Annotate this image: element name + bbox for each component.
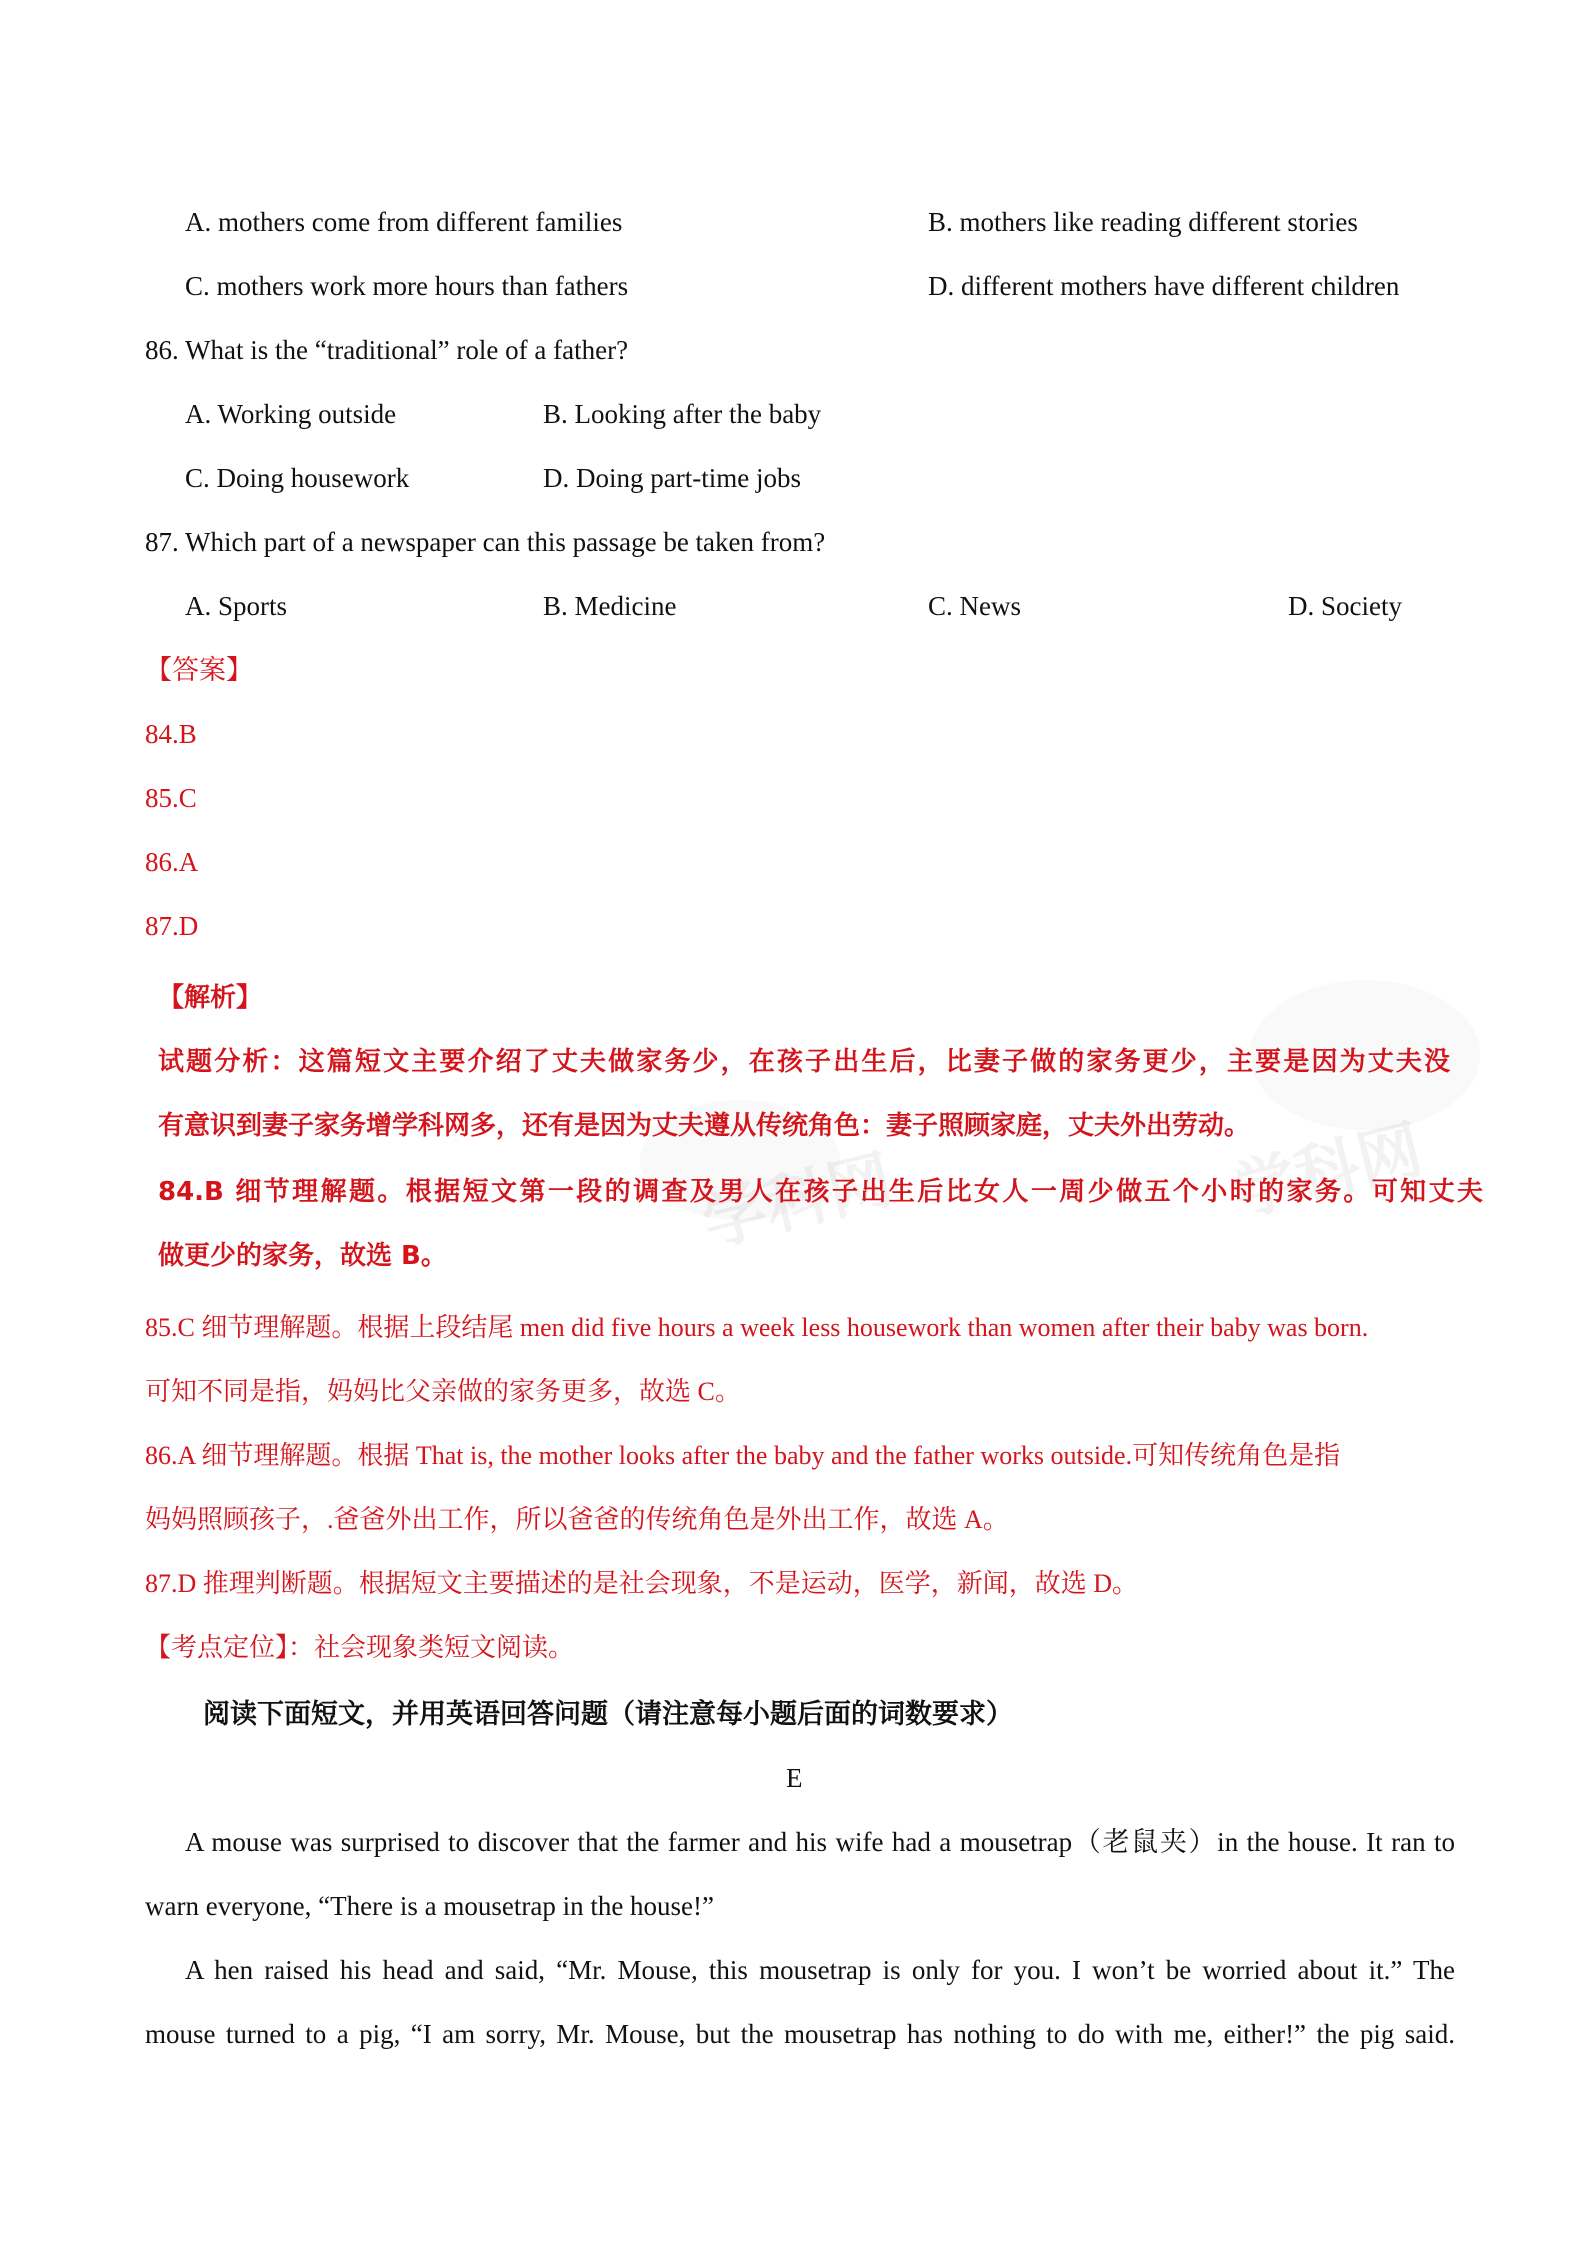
q85-option-c: C. mothers work more hours than fathers xyxy=(185,271,629,301)
analysis-heading: 【解析】 xyxy=(158,983,263,1013)
q87-option-d: D. Society xyxy=(1288,591,1402,621)
answer-item: 84.B xyxy=(145,719,197,749)
analysis-line: 试题分析：这篇短文主要介绍了丈夫做家务少，在孩子出生后，比妻子做的家务更少，主要是因为丈夫没 xyxy=(158,1047,1450,1077)
q86-option-a: A. Working outside xyxy=(185,399,397,429)
q86-option-c: C. Doing housework xyxy=(185,463,410,493)
kaodian-line xyxy=(145,1630,574,1666)
q86-option-b: B. Looking after the baby xyxy=(543,399,822,429)
q87-option-b: B. Medicine xyxy=(543,591,677,621)
kaodian-text: ：社会现象类短文阅读。 xyxy=(288,1633,575,1662)
analysis-line: 87.D 推理判断题。根据短文主要描述的是社会现象，不是运动，医学，新闻，故选 D。 xyxy=(145,1569,1139,1598)
answer-item: 87.D xyxy=(145,911,199,941)
analysis-line: 有意识到妻子家务增学科网多，还有是因为丈夫遵从传统角色：妻子照顾家庭，丈夫外出劳动。 xyxy=(158,1111,1251,1141)
q86-stem: 86. What is the “traditional” role of a father? xyxy=(145,335,629,365)
q87-stem: 87. Which part of a newspaper can this passage be taken from? xyxy=(145,527,826,557)
q87-option-c: C. News xyxy=(928,591,1021,621)
analysis-line: 84.B 细节理解题。根据短文第一段的调查及男人在孩子出生后比女人一周少做五个小时的家务。可知丈夫 xyxy=(158,1177,1483,1207)
passage-line: A hen raised his head and said, “Mr. Mouse, this mousetrap is only for you. I won’t be worried about it.” The xyxy=(185,1955,1455,1985)
watermark: 学科网 xyxy=(1225,1112,1430,1231)
analysis-line: 86.A 细节理解题。根据 That is, the mother looks after the baby and the father works outside.可知传统角色是指 xyxy=(145,1441,1341,1470)
analysis-line: 可知不同是指，妈妈比父亲做的家务更多，故选 C。 xyxy=(145,1377,741,1406)
answer-item: 86.A xyxy=(145,847,199,877)
passage-line: mouse turned to a pig, “I am sorry, Mr. Mouse, but the mousetrap has nothing to do with me, either!” the pig said. xyxy=(145,2019,1455,2049)
analysis-line: 妈妈照顾孩子，.爸爸外出工作，所以爸爸的传统角色是外出工作，故选 A。 xyxy=(145,1505,1009,1534)
q87-option-a: A. Sports xyxy=(185,591,288,621)
analysis-line: 做更少的家务，故选 B。 xyxy=(158,1241,447,1271)
passage-line: warn everyone, “There is a mousetrap in the house!” xyxy=(145,1891,715,1921)
answer-heading: 【答案】 xyxy=(145,655,253,685)
passage-line: A mouse was surprised to discover that the farmer and his wife had a mousetrap（老鼠夹）in the house. It ran to xyxy=(185,1827,1455,1857)
q85-option-b: B. mothers like reading different stories xyxy=(928,207,1358,237)
q85-option-a: A. mothers come from different families xyxy=(185,207,623,237)
section-instruction: 阅读下面短文，并用英语回答问题（请注意每小题后面的词数要求） xyxy=(203,1699,1013,1729)
answer-item: 85.C xyxy=(145,783,197,813)
q85-option-d: D. different mothers have different children xyxy=(928,271,1400,301)
q86-option-d: D. Doing part-time jobs xyxy=(543,463,801,493)
kaodian-label: 【考点定位】 xyxy=(145,1633,289,1662)
analysis-line: 85.C 细节理解题。根据上段结尾 men did five hours a week less housework than women after their baby was born. xyxy=(145,1313,1369,1342)
section-title: E xyxy=(786,1763,803,1793)
watermark: 学科网 xyxy=(695,1142,900,1261)
